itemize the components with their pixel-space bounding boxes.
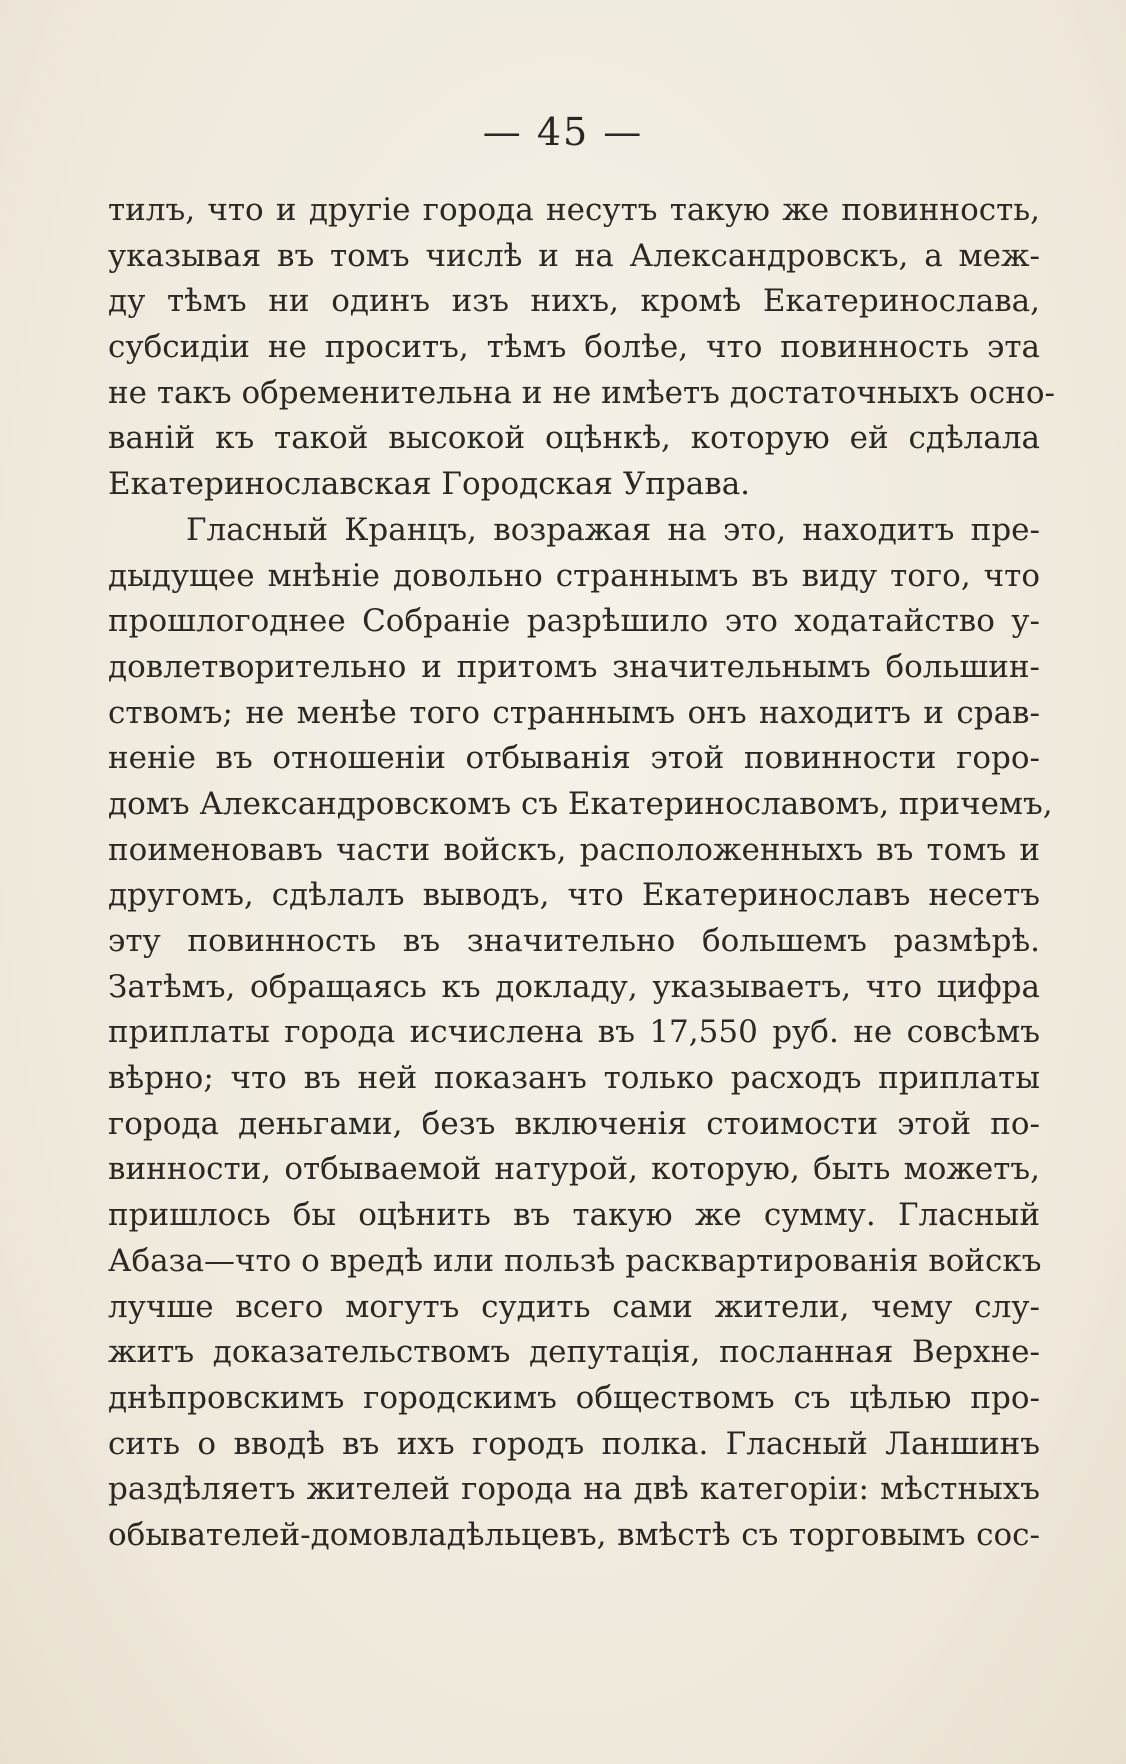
text-line: субсидіи не проситъ, тѣмъ болѣе, что повинность эта — [108, 329, 1040, 366]
text-line: винности, отбываемой натурой, которую, быть можетъ, — [108, 1151, 1040, 1188]
text-line: лучше всего могутъ судить сами жители, чему слу- — [108, 1288, 1040, 1325]
text-line: пришлось бы оцѣнить въ такую же сумму. Гласный — [108, 1197, 1040, 1234]
text-line: раздѣляетъ жителей города на двѣ категоріи: мѣстныхъ — [108, 1471, 1040, 1508]
text-line: сить о вводѣ въ ихъ городъ полка. Гласный Ланшинъ — [108, 1425, 1040, 1462]
text-line: дыдущее мнѣніе довольно страннымъ въ виду того, что — [108, 557, 1040, 594]
text-line: Екатеринославская Городская Управа. — [108, 466, 751, 503]
text-line: неніе въ отношеніи отбыванія этой повинности горо- — [108, 740, 1040, 777]
text-line: прошлогоднее Собраніе разрѣшило это ходатайство у- — [108, 603, 1040, 640]
text-line: Абаза—что о вредѣ или пользѣ расквартированія войскъ — [108, 1242, 1042, 1279]
text-line: домъ Александровскомъ съ Екатеринославомъ, причемъ, — [108, 785, 1053, 822]
text-line: поименовавъ части войскъ, расположенныхъ въ томъ и — [108, 831, 1040, 868]
text-line: Затѣмъ, обращаясь къ докладу, указываетъ, что цифра — [108, 968, 1040, 1005]
text-line: приплаты города исчислена въ 17,550 руб. не совсѣмъ — [108, 1014, 1040, 1051]
text-line: ду тѣмъ ни одинъ изъ нихъ, кромѣ Екатеринослава, — [108, 283, 1040, 320]
text-line: города деньгами, безъ включенія стоимости этой по- — [108, 1105, 1040, 1142]
text-line: обывателей-домовладѣльцевъ, вмѣстѣ съ торговымъ сос- — [108, 1516, 1040, 1553]
text-line: тилъ, что и другіе города несутъ такую же повинность, — [108, 192, 1040, 228]
text-line: другомъ, сдѣлалъ выводъ, что Екатеринославъ несетъ — [108, 877, 1040, 914]
text-line: довлетворительно и притомъ значительнымъ большин- — [108, 648, 1040, 685]
text-line: указывая въ томъ числѣ и на Александровскъ, а меж- — [108, 237, 1040, 274]
text-line: Гласный Кранцъ, возражая на это, находитъ пре- — [186, 511, 1040, 548]
text-line: житъ доказательствомъ депутація, посланная Верхне- — [108, 1334, 1040, 1371]
text-line: ствомъ; не менѣе того страннымъ онъ находитъ и срав- — [108, 694, 1040, 731]
page-number: — 45 — — [482, 110, 644, 154]
text-line: не такъ обременительна и не имѣетъ достаточныхъ осно- — [108, 374, 1055, 411]
text-line: вѣрно; что въ ней показанъ только расходъ приплаты — [108, 1060, 1040, 1097]
text-line: ваній къ такой высокой оцѣнкѣ, которую ей сдѣлала — [108, 420, 1040, 457]
text-line: днѣпровскимъ городскимъ обществомъ съ цѣлью про- — [108, 1379, 1040, 1416]
text-line: эту повинность въ значительно большемъ размѣрѣ. — [108, 923, 1040, 959]
body-text — [108, 188, 1055, 1559]
